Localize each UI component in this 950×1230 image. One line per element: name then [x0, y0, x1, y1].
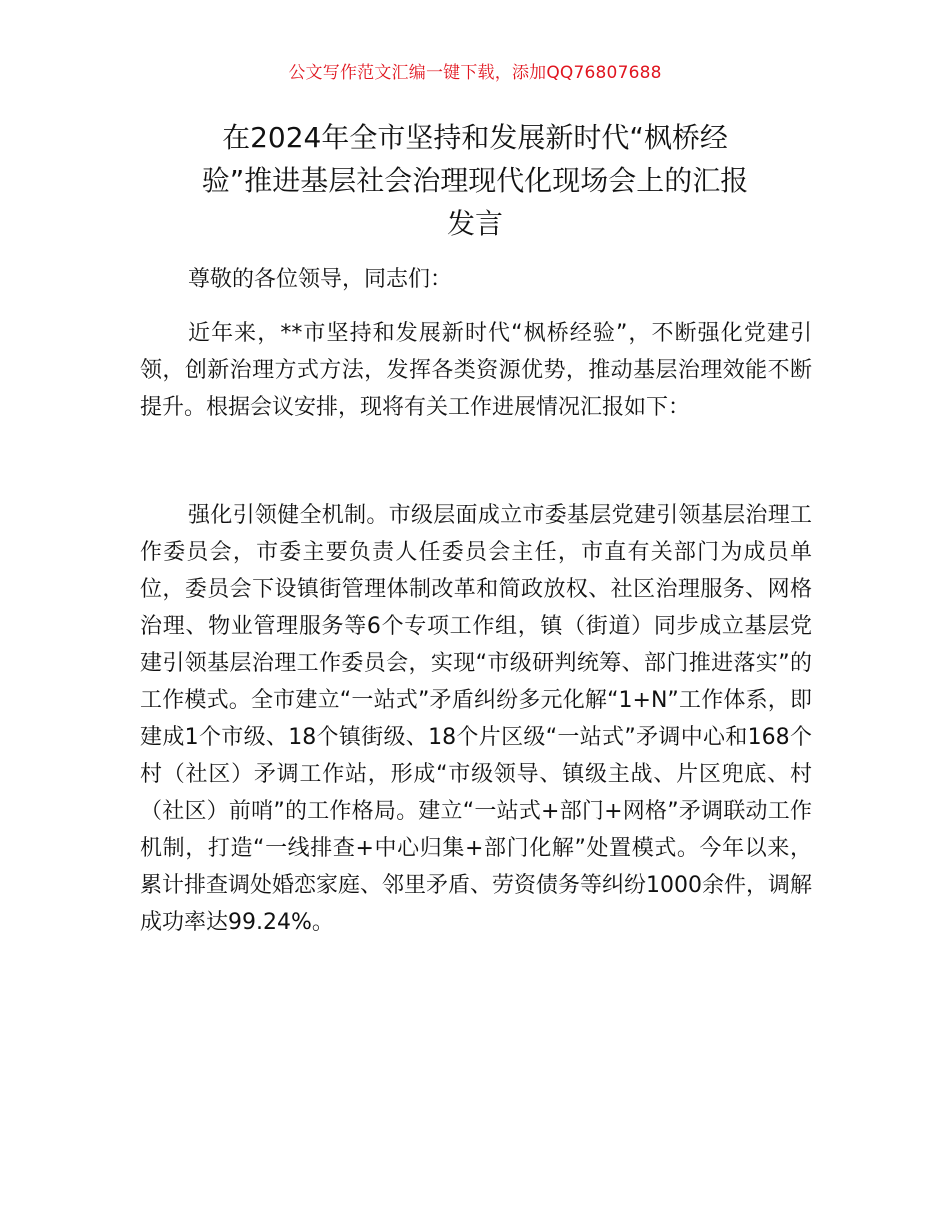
title-line-1: 在2024年全市坚持和发展新时代“枫桥经: [222, 121, 728, 154]
title-line-2: 验”推进基层社会治理现代化现场会上的汇报: [201, 164, 749, 197]
document-title: [140, 116, 810, 245]
download-banner: 公文写作范文汇编一键下载，添加QQ76807688: [288, 63, 662, 83]
title-line-3: 发言: [446, 207, 503, 240]
paragraph-intro: 近年来，**市坚持和发展新时代“枫桥经验”，不断强化党建引领，创新治理方式方法，发挥各类资源优势，推动基层治理效能不断提升。根据会议安排，现将有关工作进展情况汇报如下：: [140, 321, 812, 420]
paragraph-mechanism: 强化引领健全机制。市级层面成立市委基层党建引领基层治理工作委员会，市委主要负责人任委员会主任，市直有关部门为成员单位，委员会下设镇街管理体制改革和简政放权、社区治理服务、网格治理、物业管理服务等6个专项工作组，镇（街道）同步成立基层党建引领基层治理工作委员会，实现“市级研判统筹、部门推进落实”的工作模式。全市建立“一站式”矛盾纠纷多元化解“1+N”工作体系，即建成1个市级、18个镇街级、18个片区级“一站式”矛调中心和168个村（社区）矛调工作站，形成“市级领导、镇级主战、片区兜底、村（社区）前哨”的工作格局。建立“一站式+部门+网格”矛调联动工作机制，打造“一线排查+中心归集+部门化解”处置模式。今年以来，累计排查调处婚恋家庭、邻里矛盾、劳资债务等纠纷1000余件，调解成功率达99.24%。: [140, 503, 812, 935]
salutation: 尊敬的各位领导，同志们：: [188, 267, 453, 292]
